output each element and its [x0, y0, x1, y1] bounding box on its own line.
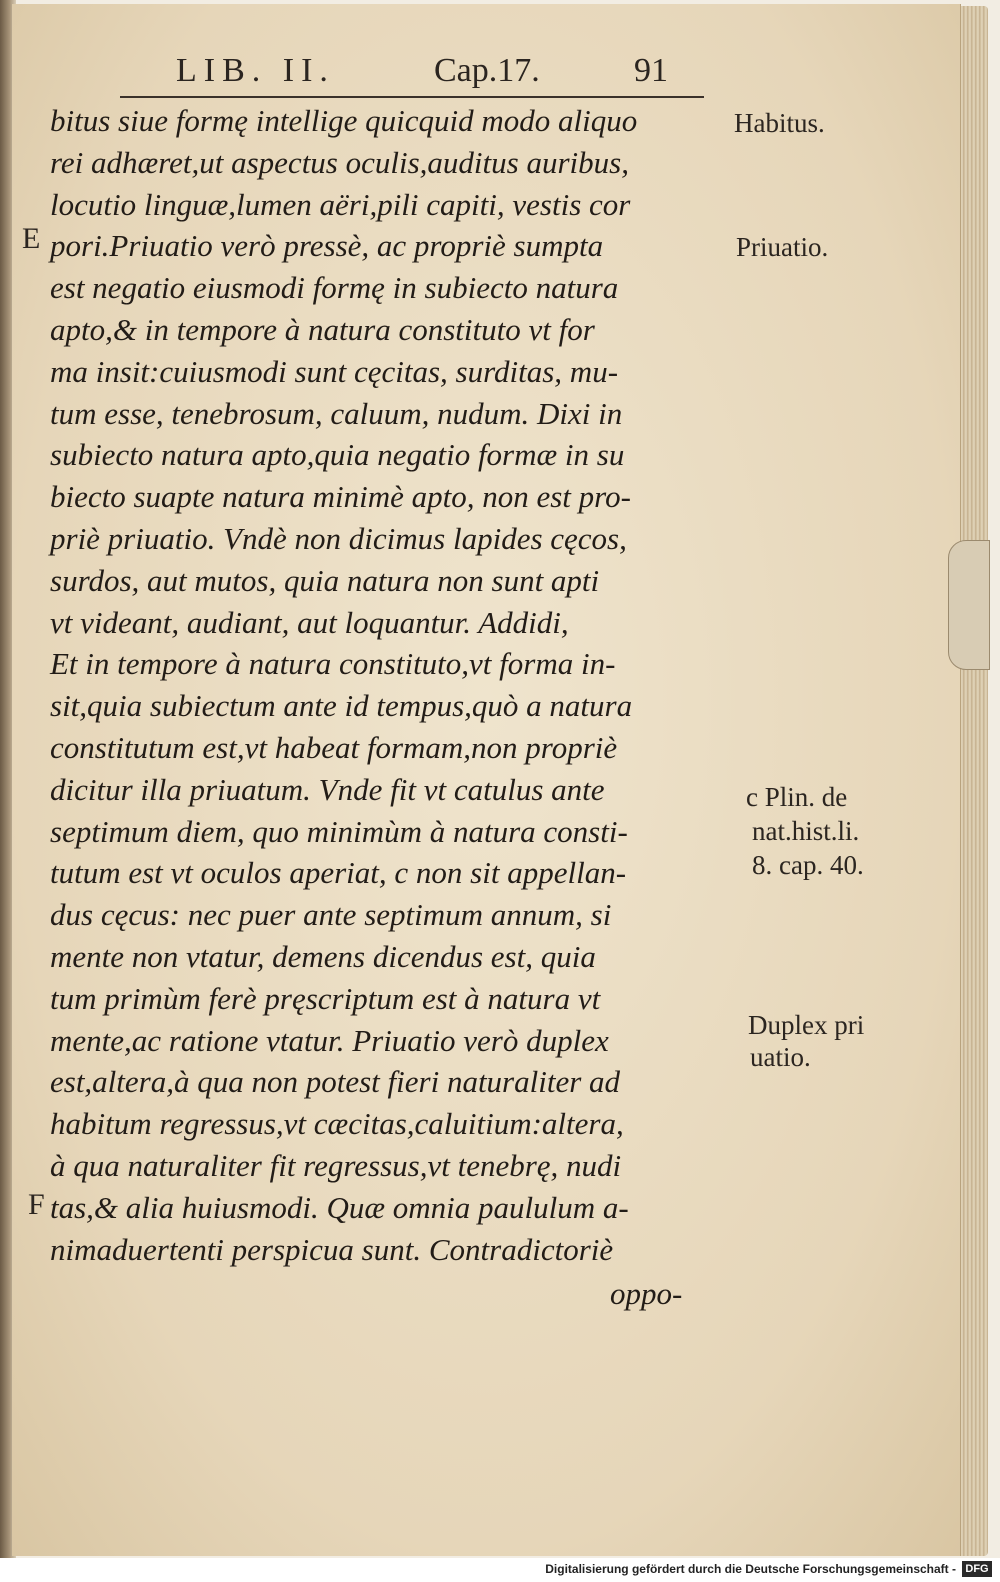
text-line: septimum diem, quo minimùm à natura consti-: [50, 813, 628, 849]
text-line: bitus siue formę intellige quicquid modo aliquo: [50, 103, 638, 138]
text-line: Et in tempore à natura constituto,vt forma in-: [50, 646, 616, 682]
text-line: à qua naturaliter fit regressus,vt tenebrę, nudi: [50, 1147, 622, 1183]
marginal-note-priuatio: Priuatio.: [736, 232, 829, 262]
text-line: tum esse, tenebrosum, caluum, nudum. Dixi in: [50, 395, 623, 431]
text-line: apto,& in tempore à natura constituto vt for: [50, 311, 595, 347]
header-book-label: LIB. II.: [176, 52, 335, 89]
margin-letter-e: E: [22, 222, 41, 255]
header-rule: [120, 96, 704, 98]
text-line: constitutum est,vt habeat formam,non propriè: [50, 729, 618, 765]
marginal-note-duplex-1: Duplex pri: [748, 1010, 865, 1040]
digitization-footer: [0, 1558, 1000, 1582]
marginal-note-duplex-2: uatio.: [750, 1042, 811, 1072]
text-line: mente non vtatur, demens dicendus est, quia: [50, 938, 596, 974]
text-line: tas,& alia huiusmodi. Quæ omnia paululum a-: [50, 1189, 629, 1225]
text-line: est,altera,à qua non potest fieri naturaliter ad: [50, 1064, 621, 1100]
text-line: surdos, aut mutos, quia natura non sunt apti: [50, 562, 600, 598]
header-chapter-label: Cap.17.: [434, 52, 540, 89]
text-line: tutum est vt oculos aperiat, c non sit appellan-: [50, 855, 627, 891]
text-line: vt videant, audiant, aut loquantur. Addidi,: [50, 604, 569, 640]
footer-credit: Digitalisierung gefördert durch die Deutsche Forschungsgemeinschaft -: [545, 1562, 956, 1576]
text-line: mente,ac ratione vtatur. Priuatio verò duplex: [50, 1022, 609, 1058]
text-line: dus cęcus: nec puer ante septimum annum, si: [50, 897, 612, 933]
text-line: rei adhæret,ut aspectus oculis,auditus auribus,: [50, 144, 629, 180]
margin-letter-f: F: [28, 1188, 45, 1221]
marginal-note-plinius-2: nat.hist.li.: [752, 816, 860, 846]
text-line: nimaduertenti perspicua sunt. Contradictoriè: [50, 1231, 614, 1267]
text-line: subiecto natura apto,quia negatio formæ in su: [50, 437, 625, 473]
text-line: est negatio eiusmodi formę in subiecto natura: [50, 270, 619, 306]
page-number: 91: [634, 52, 668, 89]
running-header: [122, 52, 702, 92]
text-line: pori.Priuatio verò pressè, ac propriè sumpta: [50, 228, 604, 264]
page-edges: [960, 6, 988, 1556]
dfg-logo: DFG: [962, 1561, 992, 1577]
text-line: habitum regressus,vt cæcitas,caluitium:altera,: [50, 1106, 624, 1142]
page-tab: [948, 540, 990, 670]
text-line: biecto suapte natura minimè apto, non est pro-: [50, 479, 631, 515]
text-line: tum primùm ferè pręscriptum est à natura vt: [50, 980, 601, 1016]
marginal-note-habitus: Habitus.: [734, 108, 825, 138]
text-line: locutio linguæ,lumen aëri,pili capiti, vestis cor: [50, 186, 631, 222]
marginal-note-plinius-1: c Plin. de: [746, 782, 848, 812]
text-line: priè priuatio. Vndè non dicimus lapides cęcos,: [50, 520, 627, 556]
catchword: oppo-: [610, 1276, 683, 1311]
text-line: sit,quia subiectum ante id tempus,quò a natura: [50, 688, 633, 724]
body-text: [50, 100, 750, 1270]
text-line: dicitur illa priuatum. Vnde fit vt catulus ante: [50, 771, 605, 807]
text-line: ma insit:cuiusmodi sunt cęcitas, surditas, mu-: [50, 353, 619, 389]
marginal-note-plinius-3: 8. cap. 40.: [752, 850, 864, 880]
